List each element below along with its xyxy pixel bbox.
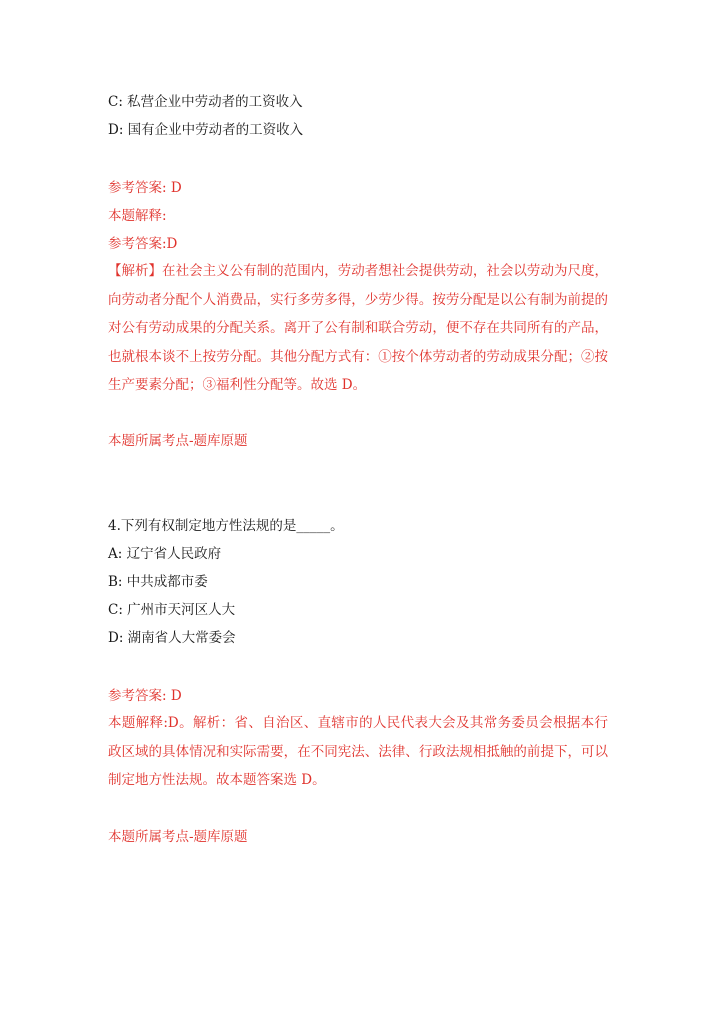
q4-option-b: B: 中共成都市委 <box>108 574 208 590</box>
q4-option-a: A: 辽宁省人民政府 <box>108 546 222 562</box>
q4-source: 本题所属考点-题库原题 <box>108 829 248 845</box>
q4-answer: 参考答案: D <box>108 688 182 704</box>
q4-explanation: 本题解释:D。解析：省、自治区、直辖市的人民代表大会及其常务委员会根据本行政区域的具体情况和实际需要，在不同宪法、法律、行政法规相抵触的前提下，可以制定地方性法规。故本题答案选 D。 <box>108 715 608 788</box>
q3-answer: 参考答案: D <box>108 180 182 196</box>
q3-explanation: 【解析】在社会主义公有制的范围内，劳动者想社会提供劳动，社会以劳动为尺度，向劳动者分配个人消费品，实行多劳多得，少劳少得。按劳分配是以公有制为前提的对公有劳动成果的分配关系。离开了公有制和联合劳动，便不存在共同所有的产品，也就根本谈不上按劳分配。其他分配方式有：①按个体劳动者的劳动成果分配；②按生产要素分配；③福利性分配等。故选 D。 <box>108 263 608 393</box>
q3-option-c: C: 私营企业中劳动者的工资收入 <box>108 94 303 110</box>
q3-analysis-label: 本题解释: <box>108 208 167 224</box>
q3-source: 本题所属考点-题库原题 <box>108 433 248 449</box>
q4-option-d: D: 湖南省人大常委会 <box>108 630 236 646</box>
q4-question: 4.下列有权制定地方性法规的是_____。 <box>108 518 344 534</box>
q4-option-c: C: 广州市天河区人大 <box>108 602 236 618</box>
q3-answer-repeat: 参考答案:D <box>108 236 178 252</box>
q3-option-d: D: 国有企业中劳动者的工资收入 <box>108 122 304 138</box>
